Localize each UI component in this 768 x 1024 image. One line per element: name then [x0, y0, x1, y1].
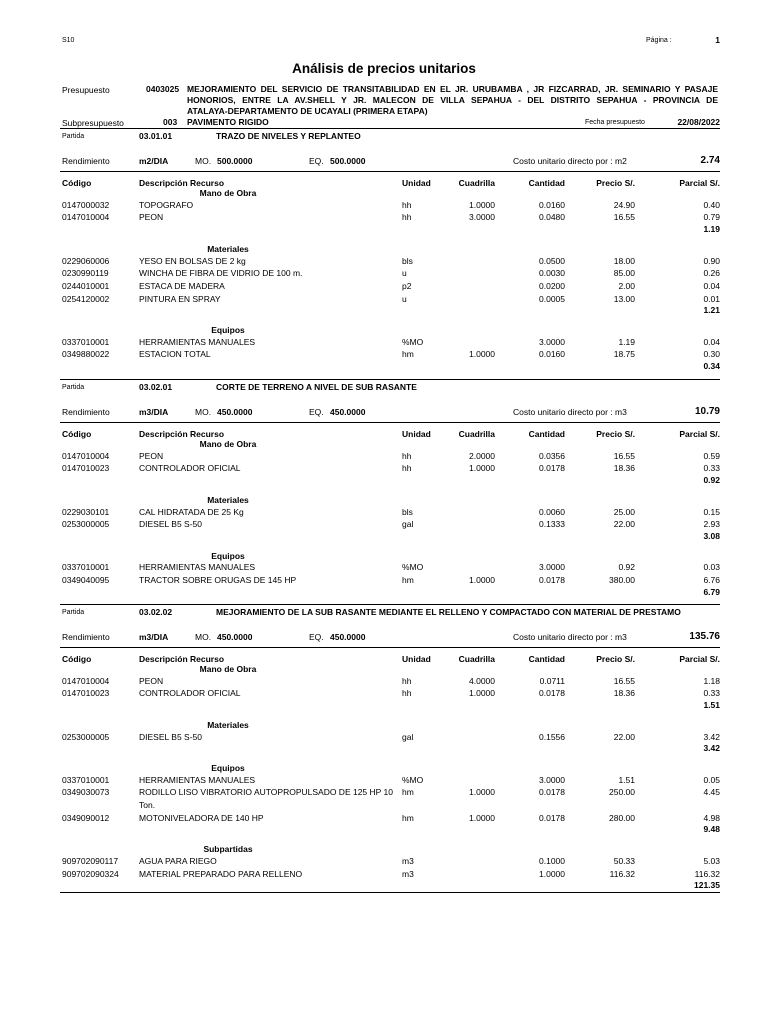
row-cantidad: 0.0200 [539, 280, 565, 291]
row-precio: 18.36 [613, 463, 635, 474]
row-parcial: 2.93 [703, 519, 720, 530]
row-codigo: 0349030073 [62, 787, 110, 798]
row-precio: 13.00 [613, 293, 635, 304]
row-cuadrilla: 2.0000 [469, 450, 495, 461]
row-descripcion: HERRAMIENTAS MANUALES [139, 336, 256, 347]
row-codigo: 0147010023 [62, 463, 110, 474]
row-codigo: 0147010004 [62, 450, 110, 461]
row-cuadrilla: 3.0000 [469, 212, 495, 223]
row-descripcion: PEON [139, 450, 164, 461]
row-parcial: 0.03 [703, 562, 720, 573]
mo-label: MO. [195, 156, 212, 166]
partida-bottom-rule [60, 892, 720, 893]
row-cantidad: 3.0000 [539, 774, 565, 785]
row-descripcion: CONTROLADOR OFICIAL [139, 688, 241, 699]
row-precio: 24.90 [613, 199, 635, 210]
row-descripcion: CAL HIDRATADA DE 25 Kg [139, 506, 244, 517]
row-unidad: hh [402, 675, 412, 686]
row-descripcion: PEON [139, 212, 164, 223]
row-parcial: 0.59 [703, 450, 720, 461]
row-precio: 50.33 [613, 855, 635, 866]
row-codigo: 0349040095 [62, 575, 110, 585]
row-cantidad: 0.0480 [539, 212, 565, 223]
row-cantidad: 0.0500 [539, 255, 565, 266]
column-header-parcial: Parcial S/. [679, 178, 720, 188]
mo-label: MO. [195, 632, 212, 642]
row-parcial: 0.01 [703, 293, 720, 304]
row-unidad: %MO [402, 336, 424, 347]
row-cantidad: 0.0160 [539, 349, 565, 360]
row-unidad: hh [402, 199, 412, 210]
row-descripcion: HERRAMIENTAS MANUALES [139, 562, 256, 573]
partida-code: 03.02.02 [139, 607, 173, 617]
row-codigo: 0349090012 [62, 812, 110, 823]
row-codigo: 0229030101 [62, 506, 110, 517]
row-unidad: hh [402, 463, 412, 474]
row-precio: 16.55 [613, 450, 635, 461]
column-header-parcial: Parcial S/. [679, 429, 720, 439]
eq-value: 500.0000 [330, 156, 366, 166]
row-unidad: hm [402, 787, 414, 798]
partida-top-rule [60, 604, 720, 605]
row-unidad: hm [402, 812, 414, 823]
row-descripcion: AGUA PARA RIEGO [139, 855, 217, 866]
partida-label: Partida [62, 133, 85, 140]
row-cuadrilla: 1.0000 [469, 812, 495, 823]
row-codigo: 0349880022 [62, 349, 110, 360]
group-subtotal: 0.92 [703, 475, 720, 486]
row-cantidad: 0.0356 [539, 450, 565, 461]
group-subtotal: 1.51 [703, 700, 720, 711]
row-cantidad: 0.1333 [539, 519, 565, 530]
row-parcial: 4.45 [703, 787, 720, 798]
group-heading: Mano de Obra [199, 188, 257, 198]
row-cantidad: 3.0000 [539, 562, 565, 573]
column-header-cantidad: Cantidad [528, 429, 565, 439]
row-codigo: 0337010001 [62, 774, 110, 785]
rendimiento-rule [60, 171, 720, 172]
row-descripcion: HERRAMIENTAS MANUALES [139, 774, 256, 785]
row-precio: 22.00 [613, 519, 635, 530]
row-parcial: 4.98 [703, 812, 720, 823]
row-descripcion: MOTONIVELADORA DE 140 HP [139, 812, 264, 823]
row-parcial: 116.32 [694, 868, 720, 879]
row-codigo: 0147010004 [62, 212, 110, 223]
eq-label: EQ. [309, 632, 324, 642]
partida-code: 03.01.01 [139, 131, 173, 141]
column-header-unidad: Unidad [402, 178, 431, 188]
report-code: S10 [62, 37, 75, 44]
column-header-unidad: Unidad [402, 429, 431, 439]
presupuesto-line-3: ATALAYA-DEPARTAMENTO DE UCAYALI (PRIMERA ETAPA) [187, 106, 428, 116]
row-parcial: 6.76 [703, 575, 720, 585]
partida-code: 03.02.01 [139, 382, 173, 392]
row-parcial: 0.26 [703, 268, 720, 279]
row-codigo: 0253000005 [62, 519, 110, 530]
presupuesto-label: Presupuesto [62, 85, 110, 95]
row-codigo: 0147000032 [62, 199, 110, 210]
row-cantidad: 0.0711 [539, 675, 565, 686]
group-heading: Materiales [207, 243, 249, 254]
presupuesto-code: 0403025 [146, 84, 180, 94]
eq-label: EQ. [309, 407, 324, 417]
partida-top-rule [60, 379, 720, 380]
group-subtotal: 0.34 [703, 361, 720, 372]
row-cuadrilla: 4.0000 [469, 675, 495, 686]
group-subtotal: 6.79 [703, 586, 720, 597]
row-unidad: gal [402, 731, 414, 742]
partida-label: Partida [62, 609, 85, 616]
row-parcial: 1.18 [703, 675, 720, 686]
fecha-label: Fecha presupuesto [585, 119, 645, 126]
row-codigo: 909702090324 [62, 868, 119, 879]
row-descripcion: TRACTOR SOBRE ORUGAS DE 145 HP [139, 575, 297, 585]
eq-label: EQ. [309, 156, 324, 166]
rendimiento-label: Rendimiento [62, 407, 110, 417]
page-title: Análisis de precios unitarios [292, 61, 476, 76]
rendimiento-label: Rendimiento [62, 632, 110, 642]
row-cuadrilla: 1.0000 [469, 575, 495, 585]
row-parcial: 0.30 [703, 349, 720, 360]
row-precio: 16.55 [613, 212, 635, 223]
column-header-codigo: Código [62, 178, 92, 188]
row-unidad: hh [402, 688, 412, 699]
row-cuadrilla: 1.0000 [469, 199, 495, 210]
row-precio: 1.51 [618, 774, 635, 785]
row-parcial: 3.42 [703, 731, 720, 742]
row-codigo: 0230990119 [62, 268, 109, 279]
presupuesto-line-1: MEJORAMIENTO DEL SERVICIO DE TRANSITABILIDAD EN EL JR. URUBAMBA , JR FIZCARRAD, JR. SEMINARIO Y PASAJE [187, 84, 718, 94]
row-unidad: bls [402, 255, 413, 266]
row-cantidad: 0.0178 [539, 575, 565, 585]
row-precio: 250.00 [609, 787, 635, 798]
group-subtotal: 3.08 [703, 530, 720, 541]
group-heading: Equipos [211, 550, 245, 561]
rendimiento-label: Rendimiento [62, 156, 110, 166]
subpresupuesto-label: Subpresupuesto [62, 118, 124, 128]
partida-name: CORTE DE TERRENO A NIVEL DE SUB RASANTE [216, 382, 417, 392]
row-descripcion: Ton. [139, 800, 156, 810]
rendimiento-unit: m3/DIA [139, 632, 169, 642]
column-header-cuadrilla: Cuadrilla [458, 654, 495, 664]
row-descripcion: ESTACA DE MADERA [139, 280, 225, 291]
row-codigo: 909702090117 [62, 855, 119, 866]
eq-value: 450.0000 [330, 407, 366, 417]
page-label: Página : [646, 37, 672, 44]
row-cantidad: 0.0060 [539, 506, 565, 517]
row-cantidad: 0.0030 [539, 268, 565, 279]
column-header-precio: Precio S/. [596, 178, 635, 188]
rendimiento-unit: m2/DIA [139, 156, 169, 166]
row-codigo: 0244010001 [62, 280, 110, 291]
partida-name: TRAZO DE NIVELES Y REPLANTEO [216, 131, 361, 141]
row-cantidad: 0.0178 [539, 787, 565, 798]
row-parcial: 0.79 [703, 212, 720, 223]
costo-unitario-label: Costo unitario directo por : m3 [513, 632, 627, 642]
row-codigo: 0337010001 [62, 336, 110, 347]
row-cantidad: 0.0005 [539, 293, 565, 304]
row-parcial: 0.33 [703, 688, 720, 699]
row-cantidad: 1.0000 [539, 868, 565, 879]
row-codigo: 0254120002 [62, 293, 110, 304]
row-unidad: u [402, 293, 407, 304]
row-descripcion: PEON [139, 675, 164, 686]
row-codigo: 0337010001 [62, 562, 110, 573]
group-heading: Mano de Obra [199, 664, 257, 674]
group-subtotal: 1.19 [703, 224, 720, 235]
row-unidad: p2 [402, 280, 412, 291]
group-subtotal: 1.21 [703, 305, 720, 316]
row-unidad: hm [402, 575, 414, 585]
row-descripcion: CONTROLADOR OFICIAL [139, 463, 241, 474]
row-cuadrilla: 1.0000 [469, 688, 495, 699]
partida-label: Partida [62, 384, 85, 391]
eq-value: 450.0000 [330, 632, 366, 642]
row-cantidad: 0.1000 [539, 855, 565, 866]
mo-value: 500.0000 [217, 156, 253, 166]
row-unidad: hh [402, 212, 412, 223]
row-descripcion: ESTACION TOTAL [139, 349, 211, 360]
costo-unitario-value: 135.76 [689, 631, 720, 642]
column-header-cantidad: Cantidad [528, 654, 565, 664]
group-heading: Materiales [207, 719, 249, 730]
costo-unitario-label: Costo unitario directo por : m2 [513, 156, 627, 166]
row-parcial: 0.15 [703, 506, 720, 517]
column-header-precio: Precio S/. [596, 654, 635, 664]
group-heading: Subpartidas [203, 844, 253, 855]
row-precio: 116.32 [609, 868, 635, 879]
costo-unitario-value: 10.79 [694, 406, 720, 417]
costo-unitario-label: Costo unitario directo por : m3 [513, 407, 627, 417]
group-subtotal: 121.35 [694, 880, 720, 891]
row-descripcion: PINTURA EN SPRAY [139, 293, 221, 304]
row-parcial: 0.33 [703, 463, 720, 474]
presupuesto-line-2: HONORIOS, ENTRE LA AV.SHELL Y JR. MALECON DE VILLA SEPAHUA - DEL DISTRITO SEPAHUA - PROVINCIA DE [187, 95, 718, 105]
row-unidad: hh [402, 450, 412, 461]
row-precio: 18.36 [613, 688, 635, 699]
rendimiento-rule [60, 647, 720, 648]
row-unidad: u [402, 268, 407, 279]
row-parcial: 5.03 [703, 855, 720, 866]
column-header-descripcion: Descripción Recurso [139, 429, 225, 439]
group-heading: Materiales [207, 494, 249, 505]
column-header-unidad: Unidad [402, 654, 431, 664]
row-cantidad: 0.0178 [539, 688, 565, 699]
mo-value: 450.0000 [217, 632, 253, 642]
row-codigo: 0147010023 [62, 688, 110, 699]
row-unidad: m3 [402, 855, 414, 866]
row-parcial: 0.05 [703, 774, 720, 785]
column-header-codigo: Código [62, 429, 92, 439]
fecha-value: 22/08/2022 [677, 117, 720, 127]
row-cantidad: 0.0178 [539, 463, 565, 474]
rendimiento-unit: m3/DIA [139, 407, 169, 417]
rendimiento-rule [60, 422, 720, 423]
row-unidad: hm [402, 349, 414, 360]
row-codigo: 0253000005 [62, 731, 110, 742]
row-precio: 16.55 [613, 675, 635, 686]
mo-value: 450.0000 [217, 407, 253, 417]
row-unidad: %MO [402, 774, 424, 785]
row-descripcion: YESO EN BOLSAS DE 2 kg [139, 255, 246, 266]
row-cantidad: 3.0000 [539, 336, 565, 347]
row-parcial: 0.40 [703, 199, 720, 210]
row-precio: 280.00 [609, 812, 635, 823]
row-descripcion: MATERIAL PREPARADO PARA RELLENO [139, 868, 303, 879]
column-header-cantidad: Cantidad [528, 178, 565, 188]
row-unidad: m3 [402, 868, 414, 879]
row-codigo: 0147010004 [62, 675, 110, 686]
row-precio: 85.00 [613, 268, 635, 279]
row-precio: 22.00 [613, 731, 635, 742]
row-precio: 18.75 [613, 349, 635, 360]
column-header-descripcion: Descripción Recurso [139, 178, 225, 188]
column-header-cuadrilla: Cuadrilla [458, 429, 495, 439]
row-precio: 0.92 [618, 562, 635, 573]
page-number: 1 [715, 35, 720, 45]
row-cuadrilla: 1.0000 [469, 463, 495, 474]
row-unidad: %MO [402, 562, 424, 573]
row-descripcion: DIESEL B5 S-50 [139, 731, 202, 742]
row-parcial: 0.90 [703, 255, 720, 266]
costo-unitario-value: 2.74 [700, 155, 720, 166]
row-cantidad: 0.1556 [539, 731, 565, 742]
column-header-descripcion: Descripción Recurso [139, 654, 225, 664]
row-descripcion: DIESEL B5 S-50 [139, 519, 202, 530]
row-cantidad: 0.0160 [539, 199, 565, 210]
row-descripcion: TOPOGRAFO [139, 199, 194, 210]
row-unidad: bls [402, 506, 413, 517]
row-precio: 1.19 [618, 336, 635, 347]
row-parcial: 0.04 [703, 280, 720, 291]
column-header-precio: Precio S/. [596, 429, 635, 439]
group-heading: Equipos [211, 762, 245, 773]
row-precio: 25.00 [613, 506, 635, 517]
column-header-parcial: Parcial S/. [679, 654, 720, 664]
column-header-codigo: Código [62, 654, 92, 664]
subpresupuesto-name: PAVIMENTO RIGIDO [187, 117, 269, 127]
subpresupuesto-code: 003 [163, 117, 178, 127]
row-codigo: 0229060006 [62, 255, 110, 266]
group-subtotal: 9.48 [703, 824, 720, 835]
row-parcial: 0.04 [703, 336, 720, 347]
row-descripcion: WINCHA DE FIBRA DE VIDRIO DE 100 m. [139, 268, 303, 279]
row-precio: 2.00 [618, 280, 635, 291]
row-descripcion: RODILLO LISO VIBRATORIO AUTOPROPULSADO DE 125 HP 10 [139, 787, 393, 798]
row-precio: 380.00 [609, 575, 635, 585]
group-heading: Mano de Obra [199, 439, 257, 449]
row-cuadrilla: 1.0000 [469, 349, 495, 360]
row-cuadrilla: 1.0000 [469, 787, 495, 798]
group-subtotal: 3.42 [703, 743, 720, 754]
group-heading: Equipos [211, 325, 245, 335]
partida-top-rule [60, 128, 720, 129]
partida-name: MEJORAMIENTO DE LA SUB RASANTE MEDIANTE EL RELLENO Y COMPACTADO CON MATERIAL DE PRESTAMO [216, 607, 681, 617]
row-unidad: gal [402, 519, 414, 530]
row-cantidad: 0.0178 [539, 812, 565, 823]
mo-label: MO. [195, 407, 212, 417]
column-header-cuadrilla: Cuadrilla [458, 178, 495, 188]
row-precio: 18.00 [613, 255, 635, 266]
